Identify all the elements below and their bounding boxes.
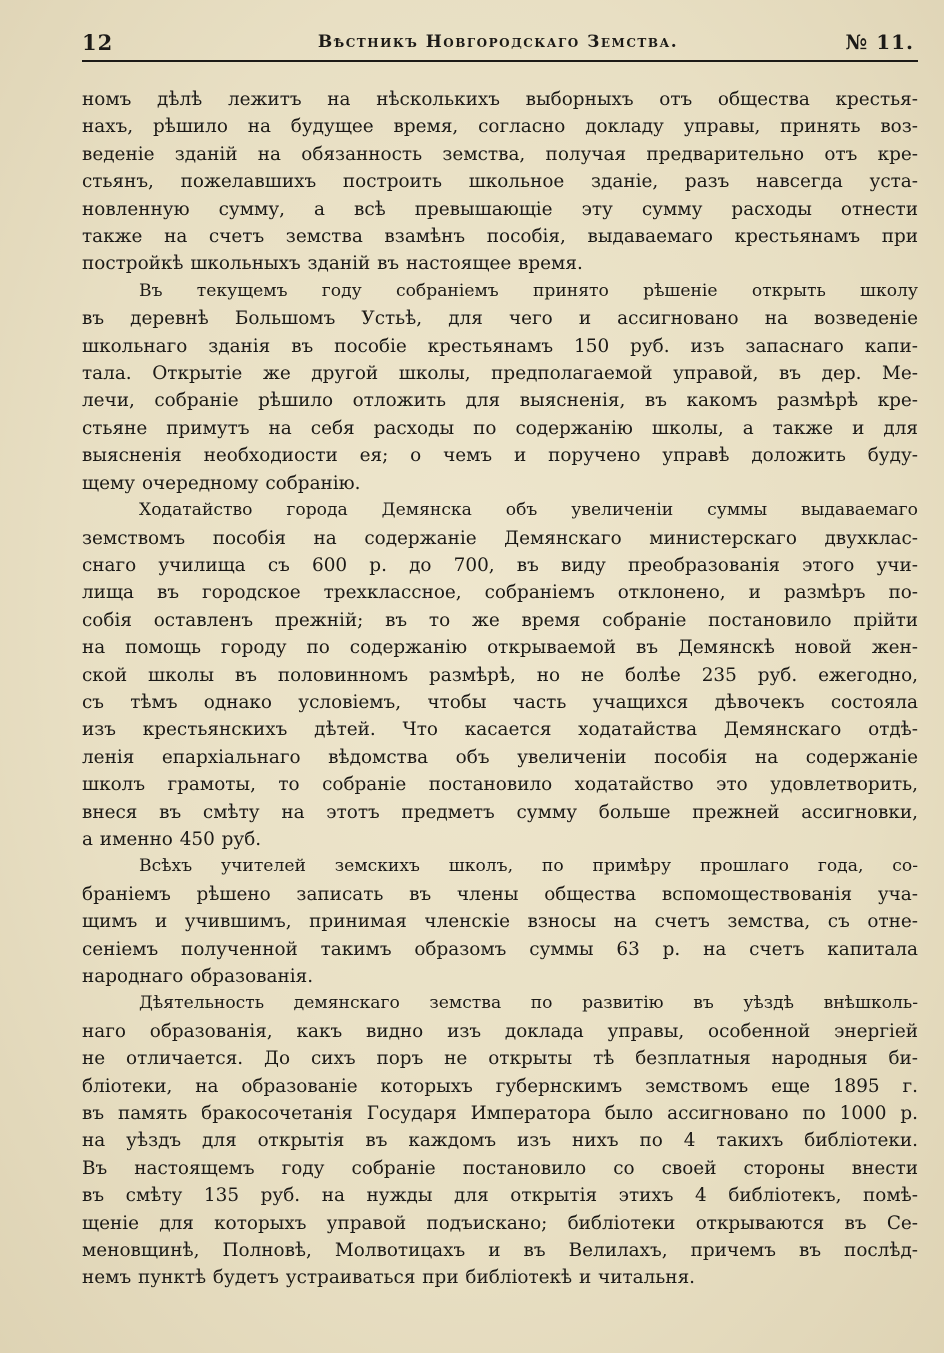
text-line: также на счетъ земства взамѣнъ пособія, выдаваемаго крестьянамъ при [82, 226, 918, 248]
text-line: съ тѣмъ однако условіемъ, чтобы часть учащихся дѣвочекъ состояла [82, 691, 918, 713]
text-line: щимъ и учившимъ, принимая членскіе взносы на счетъ земства, съ отне- [82, 911, 918, 933]
text-line: бліотеки, на образованіе которыхъ губернскимъ земствомъ еще 1895 г. [82, 1075, 918, 1097]
text-line: щеніе для которыхъ управой подъискано; библіотеки открываются въ Се- [82, 1212, 918, 1234]
text-line: въ смѣту 135 руб. на нужды для открытія этихъ 4 библіотекъ, помѣ- [82, 1185, 918, 1207]
text-line: школьнаго зданія въ пособіе крестьянамъ 150 руб. изъ запаснаго капи- [82, 335, 918, 357]
text-line: веденіе зданій на обязанность земства, получая предварительно отъ кре- [82, 143, 918, 165]
journal-title: Вѣстникъ Новгородскаго Земства. [317, 32, 679, 52]
text-line: постройкѣ школьныхъ зданій въ настоящее время. [82, 253, 583, 275]
text-line: на помощь городу по содержанію открываемой въ Демянскѣ новой жен- [82, 637, 918, 659]
text-line: Ходатайство города Демянска объ увеличеніи суммы выдаваемаго [139, 500, 918, 521]
paragraph [82, 278, 918, 497]
text-line: Въ настоящемъ году собраніе постановило со своей стороны внести [82, 1157, 918, 1179]
text-line: не отличается. До сихъ поръ не открыты тѣ безплатныя народныя би- [82, 1048, 918, 1070]
page-header [82, 30, 914, 56]
text-line: лечи, собраніе рѣшило отложить для выясненія, въ какомъ размѣрѣ кре- [82, 390, 918, 412]
text-line: ленія епархіальнаго вѣдомства объ увеличеніи пособія на содержаніе [82, 746, 918, 768]
page-number: 12 [82, 30, 114, 55]
text-line: въ память бракосочетанія Государя Императора было ассигновано по 1000 р. [82, 1103, 918, 1125]
text-line: снаго училища съ 600 р. до 700, въ виду преобразованія этого учи- [82, 554, 918, 576]
text-line: Въ текущемъ году собраніемъ принято рѣшеніе открыть школу [139, 280, 918, 301]
text-line: новленную сумму, а всѣ превышающіе эту сумму расходы отнести [82, 198, 918, 220]
text-line: стьянъ, пожелавшихъ построить школьное зданіе, разъ навсегда уста- [82, 171, 918, 193]
text-line: внеся въ смѣту на этотъ предметъ сумму больше прежней ассигновки, [82, 801, 918, 823]
text-line: лища въ городское трехклассное, собраніемъ отклонено, и размѣръ по- [82, 582, 918, 604]
paragraph [82, 990, 918, 1291]
text-line: номъ дѣлѣ лежитъ на нѣсколькихъ выборныхъ отъ общества крестья- [82, 89, 918, 110]
paragraph [82, 853, 918, 990]
header-rule [82, 60, 918, 62]
text-line: щему очередному собранію. [82, 472, 361, 494]
text-line: а именно 450 руб. [82, 828, 262, 850]
text-line: народнаго образованія. [82, 966, 314, 987]
text-line: сеніемъ полученной такимъ образомъ суммы 63 р. на счетъ капитала [82, 938, 918, 960]
text-line: Дѣятельность демянскаго земства по развитію въ уѣздѣ внѣшколь- [139, 993, 918, 1014]
text-line: на уѣздъ для открытія въ каждомъ изъ нихъ по 4 такихъ библіотеки. [82, 1130, 918, 1152]
text-line: школъ грамоты, то собраніе постановило ходатайство это удовлетворить, [82, 774, 918, 796]
text-line: меновщинѣ, Полновѣ, Молвотицахъ и въ Велилахъ, причемъ въ послѣд- [82, 1240, 918, 1262]
text-line: выясненія необходиости ея; о чемъ и поручено управѣ доложить буду- [82, 445, 918, 467]
paragraph [82, 497, 918, 853]
body-text [82, 86, 918, 1292]
text-line: ской школы въ половинномъ размѣрѣ, но не болѣе 235 руб. ежегодно, [82, 664, 918, 686]
text-line: изъ крестьянскихъ дѣтей. Что касается ходатайства Демянскаго отдѣ- [82, 719, 918, 741]
text-line: браніемъ рѣшено записать въ члены общества вспомоществованія уча- [82, 883, 918, 905]
text-line: стьяне примутъ на себя расходы по содержанію школы, а также и для [82, 417, 918, 439]
text-line: въ деревнѣ Большомъ Устьѣ, для чего и ассигновано на возведеніе [82, 308, 918, 330]
text-line: нахъ, рѣшило на будущее время, согласно докладу управы, принять воз- [82, 116, 918, 138]
text-line: немъ пунктѣ будетъ устраиваться при библіотекѣ и читальня. [82, 1267, 696, 1289]
text-line: тала. Открытіе же другой школы, предполагаемой управой, въ дер. Ме- [82, 363, 918, 385]
paragraph [82, 86, 918, 278]
text-line: наго образованія, какъ видно изъ доклада управы, особенной энергіей [82, 1020, 918, 1042]
text-line: собія оставленъ прежній; въ то же время собраніе постановило прійти [82, 609, 918, 631]
text-line: земствомъ пособія на содержаніе Демянскаго министерскаго двухклас- [82, 527, 918, 549]
issue-number: № 11. [845, 30, 914, 54]
text-line: Всѣхъ учителей земскихъ школъ, по примѣру прошлаго года, со- [139, 856, 918, 877]
